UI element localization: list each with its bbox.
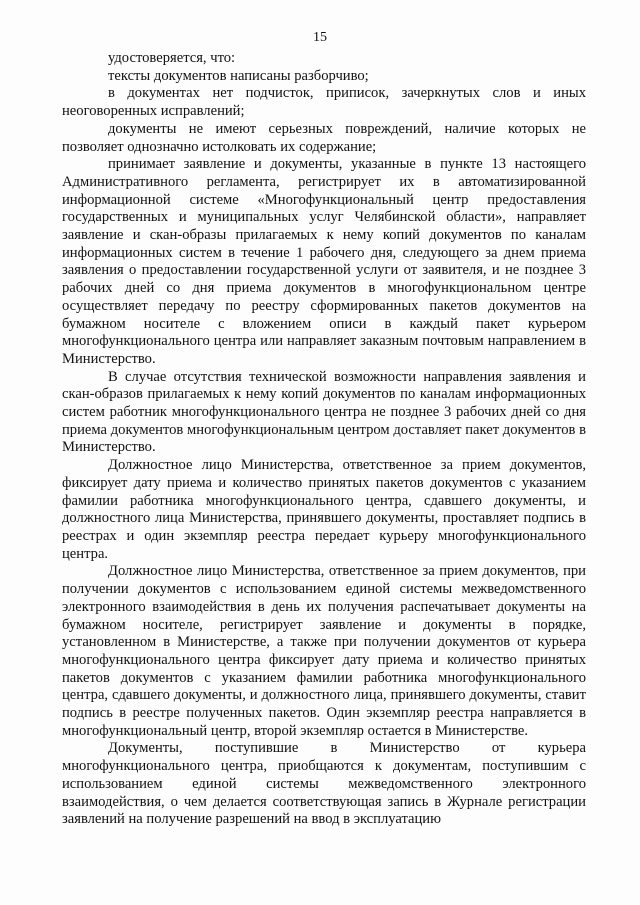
paragraph-legible-texts: тексты документов написаны разборчиво; [108, 67, 369, 84]
paragraph-official-records-courier: Должностное лицо Министерства, ответственное за прием документов, фиксирует дату приема и количество принятых пакетов документов с указанием фамилии работника многофункционального центра, сдавшего документы, и должностного лица Министерства, принявшего документы, проставляет подпись в реестрах и один экземпляр реестра передает курьеру многофункционального центра. [62, 457, 586, 562]
paragraph-official-electronic-receipt: Должностное лицо Министерства, ответственное за прием документов, при получении документов с использованием единой системы межведомственного электронного взаимодействия в день их получения распечатывает документы на бумажном носителе, регистрирует заявление и документы в порядке, установленном в Министерстве, а также при получении документов от курьера многофункционального центра фиксирует дату приема и количество принятых пакетов документов с указанием фамилии работника многофункционального центра, сдавшего документы, и должностного лица, принявшего документы, ставит подпись в реестре полученных пакетов. Один экземпляр реестра направляется в многофункциональный центр, второй экземпляр остается в Министерстве. [62, 563, 586, 739]
paragraph-no-corrections: в документах нет подчисток, приписок, зачеркнутых слов и иных неоговоренных исправлений; [62, 85, 586, 120]
paragraph-documents-attached: Документы, поступившие в Министерство от курьера многофункционального центра, приобщаются к документам, поступившим с использованием единой системы межведомственного электронного взаимодействия, о чем делается соответствующая запись в Журнале регистрации заявлений на получение разрешений на ввод в эксплуатацию [62, 740, 586, 828]
paragraph-accepts-application: принимает заявление и документы, указанные в пункте 13 настоящего Административного регламента, регистрирует их в автоматизированной информационной системе «Многофункциональный центр предоставления государственных и муниципальных услуг Челябинской области», направляет заявление и скан-образы прилагаемых к нему копий документов по каналам информационных систем в течение 1 рабочего дня, следующего за днем приема заявления о предоставлении государственной услуги от заявителя, и не позднее 3 рабочих дней со дня приема документов в многофункциональном центре осуществляет передачу по реестру сформированных пакетов документов на бумажном носителе с вложением описи в каждый пакет курьером многофункционального центра или направляет заказным почтовым направлением в Министерство. [62, 156, 586, 367]
paragraph-no-damage: документы не имеют серьезных повреждений, наличие которых не позволяет однозначно истолковать их содержание; [62, 120, 586, 155]
page-number: 15 [313, 30, 327, 45]
document-body [62, 50, 586, 829]
paragraph-no-technical-possibility: В случае отсутствия технической возможности направления заявления и скан-образов прилагаемых к нему копий документов по каналам информационных систем работник многофункционального центра не позднее 3 рабочих дней со дня приема документов многофункциональным центром доставляет пакет документов в Министерство. [62, 368, 586, 456]
paragraph-certifies: удостоверяется, что: [108, 50, 236, 66]
